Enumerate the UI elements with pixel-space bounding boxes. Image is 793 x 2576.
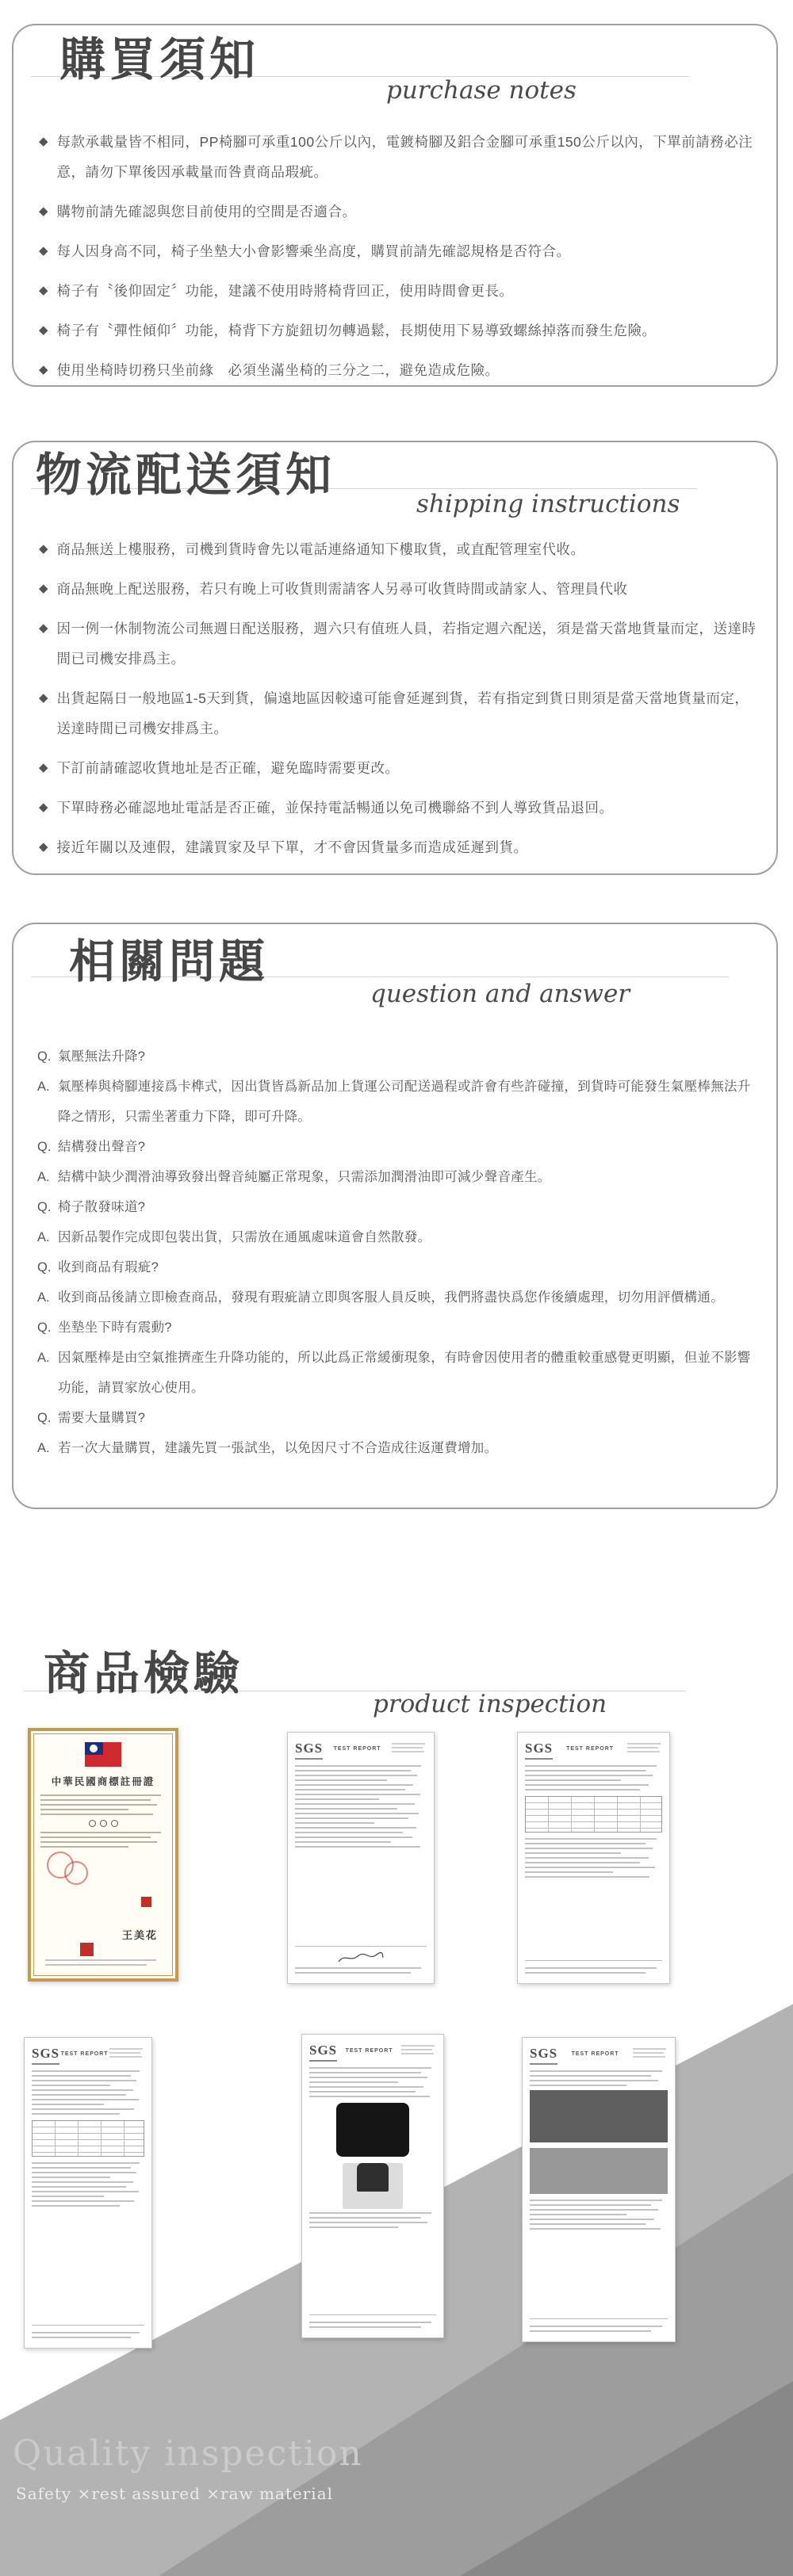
report-body-lines	[530, 2070, 668, 2086]
list-item: ◆ 接近年關以及連假，建議買家及早下單，才不會因貨量多而造成延遲到貨。	[39, 832, 757, 862]
qa-question: Q. 收到商品有瑕疵?	[37, 1260, 159, 1275]
list-item: ◆ 使用坐椅時切務只坐前緣 必須坐滿坐椅的三分之二，避免造成危險。	[39, 355, 757, 385]
list-item: ◆ 椅子有〝後仰固定〞功能，建議不使用時將椅背回正，使用時間會更長。	[39, 276, 757, 306]
qa-question: Q. 坐墊坐下時有震動?	[37, 1320, 172, 1335]
certificate-text-lines	[40, 1832, 166, 1848]
sgs-logo: SGS	[295, 1741, 323, 1760]
qa-answer: A. 因新品製作完成即包裝出貨，只需放在通風處味道會自然散發。	[37, 1230, 431, 1244]
bullet-diamond-icon: ◆	[39, 135, 48, 148]
report-table	[525, 1796, 662, 1833]
red-stamp-icon	[64, 1861, 88, 1885]
report-body-lines	[32, 2070, 144, 2115]
product-photo-dark	[336, 2103, 409, 2157]
list-item: ◆ 下單時務必確認地址電話是否正確，並保持電話暢通以免司機聯絡不到人導致貨品退回。	[39, 793, 757, 823]
bullet-diamond-icon: ◆	[39, 582, 48, 595]
quality-inspection-heading: Quality inspection	[13, 2433, 363, 2474]
bullet-diamond-icon: ◆	[39, 801, 48, 814]
qa-question: Q. 結構發出聲音?	[37, 1140, 146, 1154]
red-seal-icon	[80, 1943, 94, 1956]
qa-box	[12, 923, 778, 1509]
chair-photo	[343, 2163, 403, 2209]
certificate-text-lines	[40, 1794, 166, 1815]
signature-scribble	[337, 1951, 385, 1964]
certificate-signature: 王美花	[121, 1929, 158, 1941]
purchase-notes-subtitle: purchase notes	[386, 76, 577, 105]
component-photo-2	[530, 2148, 668, 2194]
list-item: ◆ 每款承載量皆不相同，PP椅腳可承重100公斤以內，電鍍椅腳及鋁合金腳可承重150公斤以內，下單前請務必注意，請勿下單後因承載量而咎責商品瑕疵。	[39, 127, 757, 187]
shipping-subtitle: shipping instructions	[416, 490, 680, 518]
inspection-title: 商品檢驗	[44, 1648, 244, 1699]
list-item: ◆ 商品無送上樓服務，司機到貨時會先以電話連絡通知下樓取貨，或直配管理室代收。	[39, 534, 757, 564]
qa-answer: A. 氣壓棒與椅腳連接爲卡榫式，因出貨皆爲新品加上貨運公司配送過程或許會有些許碰撞，到貨時可能發生氣壓棒無法升降之情形，只需坐著重力下降，即可升降。	[37, 1080, 751, 1124]
bullet-diamond-icon: ◆	[39, 542, 48, 556]
inspection-subtitle: product inspection	[373, 1690, 607, 1718]
report-body-lines	[309, 2067, 436, 2097]
qa-title: 相關問題	[69, 936, 270, 988]
report-meta-lines	[109, 2046, 144, 2060]
bullet-diamond-icon: ◆	[39, 761, 48, 774]
report-body-lines	[32, 2162, 144, 2207]
bullet-diamond-icon: ◆	[39, 363, 48, 376]
test-report-label: TEST REPORT	[60, 2051, 109, 2057]
report-meta-lines	[627, 1741, 662, 1755]
red-seal-icon	[141, 1897, 151, 1907]
shipping-title: 物流配送須知	[36, 449, 336, 501]
bullet-diamond-icon: ◆	[39, 323, 48, 337]
bullet-diamond-icon: ◆	[39, 284, 48, 297]
report-body-lines	[309, 2212, 436, 2228]
bullet-diamond-icon: ◆	[39, 244, 48, 258]
report-body-lines	[525, 1765, 662, 1791]
test-report-label: TEST REPORT	[333, 1746, 381, 1752]
test-report-label: TEST REPORT	[571, 2051, 619, 2057]
qa-answer: A. 若一次大量購買，建議先買一張試坐，以免因尺寸不合造成往返運費增加。	[37, 1441, 498, 1455]
qa-subtitle: question and answer	[370, 980, 630, 1008]
shipping-instructions-box	[12, 441, 778, 875]
qa-list	[37, 1041, 757, 1463]
qa-question: Q. 椅子散發味道?	[37, 1200, 146, 1214]
test-report-label: TEST REPORT	[345, 2048, 393, 2054]
certificate-title: 中華民國商標註冊證	[51, 1776, 155, 1787]
list-item: ◆ 下訂前請確認收貨地址是否正確，避免臨時需要更改。	[39, 753, 757, 783]
purchase-notes-title: 購買須知	[59, 34, 260, 86]
report-table	[32, 2120, 144, 2157]
list-item: ◆ 商品無晚上配送服務，若只有晚上可收貨則需請客人另尋可收貨時間或請家人、管理員代收	[39, 574, 757, 604]
list-item: ◆ 每人因身高不同，椅子坐墊大小會影響乘坐高度，購買前請先確認規格是否符合。	[39, 236, 757, 266]
sgs-logo: SGS	[525, 1741, 553, 1760]
report-body-lines	[530, 2200, 668, 2230]
report-meta-lines	[392, 1741, 427, 1755]
shipping-list	[39, 534, 757, 872]
qa-answer: A. 結構中缺少潤滑油導致發出聲音純屬正常現象，只需添加潤滑油即可減少聲音產生。	[37, 1170, 551, 1184]
list-item: ◆ 椅子有〝彈性傾仰〞功能，椅背下方旋鈕切勿轉過鬆，長期使用下易導致螺絲掉落而發生危險。	[39, 315, 757, 346]
bullet-diamond-icon: ◆	[39, 621, 48, 635]
redacted-circles	[40, 1820, 166, 1827]
report-body-lines	[295, 1765, 427, 1848]
bullet-diamond-icon: ◆	[39, 204, 48, 218]
sgs-logo: SGS	[309, 2043, 337, 2062]
list-item: ◆ 購物前請先確認與您目前使用的空間是否適合。	[39, 197, 757, 227]
qa-answer: A. 收到商品後請立即檢查商品，發現有瑕疵請立即與客服人員反映，我們將盡快爲您作後續處理，切勿用評價構通。	[37, 1290, 724, 1305]
qa-question: Q. 氣壓無法升降?	[37, 1049, 146, 1064]
purchase-notes-list	[39, 127, 757, 395]
sgs-test-report-1	[287, 1732, 435, 1984]
report-meta-lines	[401, 2043, 436, 2057]
sgs-logo: SGS	[32, 2046, 59, 2065]
certificate-date-lines	[45, 1956, 161, 1969]
report-body-lines	[525, 1838, 662, 1878]
sgs-test-report-3	[24, 2037, 152, 2349]
sgs-test-report-2	[517, 1732, 670, 1984]
qa-question: Q. 需要大量購買?	[37, 1411, 146, 1425]
quality-inspection-tagline: Safety ×rest assured ×raw material	[16, 2484, 334, 2503]
list-item: ◆ 因一例一休制物流公司無週日配送服務，週六只有值班人員，若指定週六配送，須是當天當地貨量而定，送達時間已司機安排爲主。	[39, 613, 757, 674]
trademark-certificate-image	[28, 1728, 178, 1982]
component-photo-1	[530, 2090, 668, 2142]
taiwan-flag-icon	[85, 1742, 121, 1767]
list-item: ◆ 出貨起隔日一般地區1-5天到貨，偏遠地區因較遠可能會延遲到貨，若有指定到貨日則須是當天當地貨量而定，送達時間已司機安排爲主。	[39, 683, 757, 743]
bullet-diamond-icon: ◆	[39, 840, 48, 854]
qa-answer: A. 因氣壓棒是由空氣推擠產生升降功能的，所以此爲正常緩衝現象，有時會因使用者的體重較重感覺更明顯，但並不影響功能，請買家放心使用。	[37, 1351, 751, 1395]
bullet-diamond-icon: ◆	[39, 691, 48, 705]
test-report-label: TEST REPORT	[566, 1746, 615, 1752]
sgs-logo: SGS	[530, 2046, 557, 2065]
report-meta-lines	[633, 2046, 668, 2060]
sgs-test-report-5	[522, 2037, 676, 2342]
purchase-notes-box	[12, 24, 778, 387]
sgs-test-report-4	[301, 2034, 444, 2338]
